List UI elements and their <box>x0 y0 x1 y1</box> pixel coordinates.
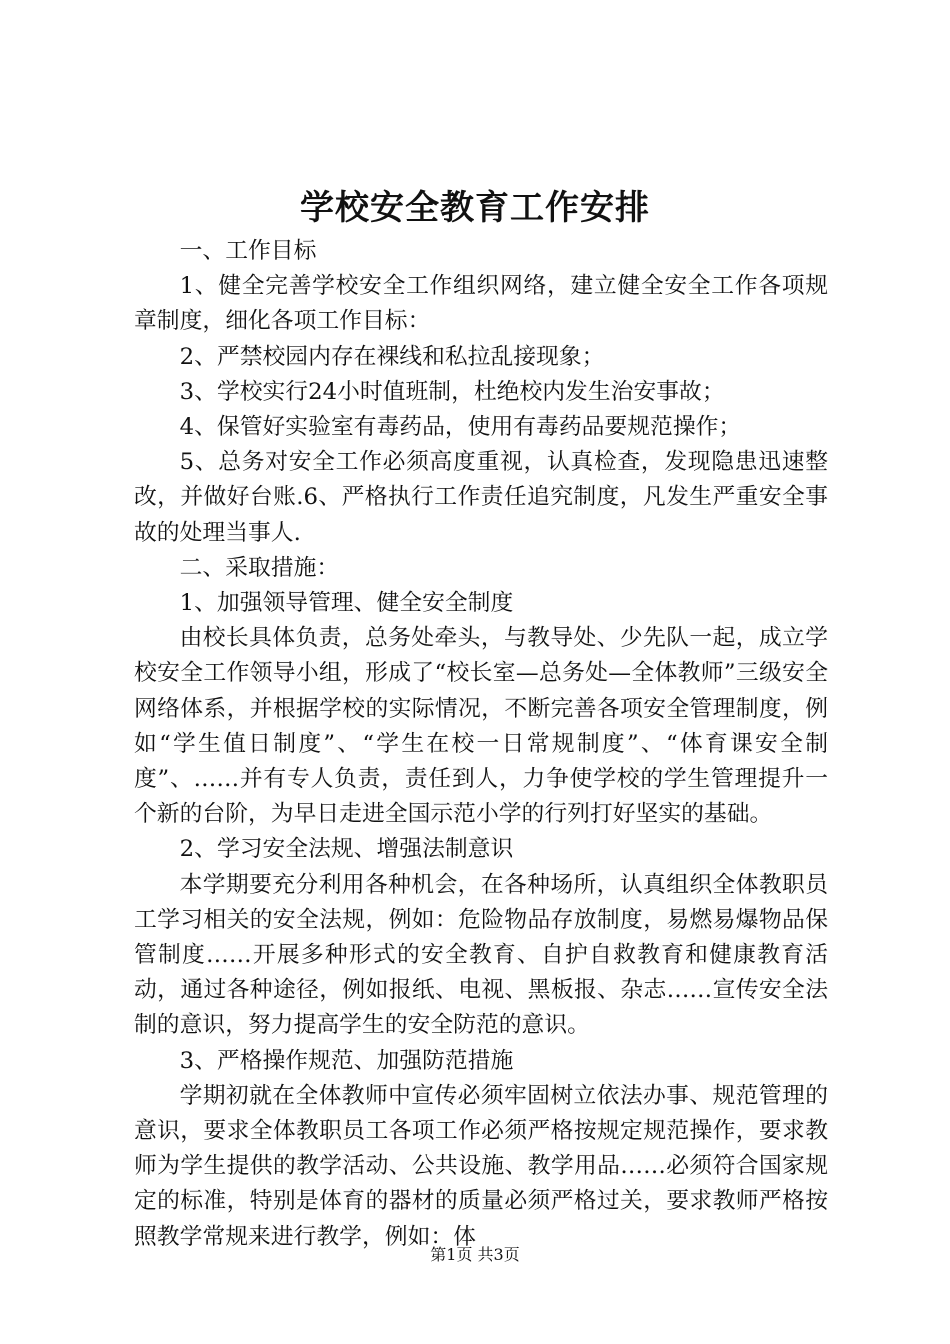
paragraph: 由校长具体负责，总务处牵头，与教导处、少先队一起，成立学校安全工作领导小组，形成了“校长室—总务处—全体教师”三级安全网络体系，并根据学校的实际情况，不断完善各项安全管理制度，例如“学生值日制度”、“学生在校一日常规制度”、“体育课安全制度”、……并有专人负责，责任到人，力争使学校的学生管理提升一个新的台阶，为早日走进全国示范小学的行列打好坚实的基础。 <box>134 625 828 828</box>
subsection-heading: 3、严格操作规范、加强防范措施 <box>179 1047 514 1074</box>
section-heading: 一、工作目标 <box>179 238 317 264</box>
document-title: 学校安全教育工作安排 <box>300 188 650 228</box>
page-footer: 第1页 共3页 <box>430 1245 520 1264</box>
paragraph: 4、保管好实验室有毒药品，使用有毒药品要规范操作； <box>179 414 742 441</box>
subsection-heading: 2、学习安全法规、增强法制意识 <box>179 836 514 863</box>
paragraph: 1、健全完善学校安全工作组织网络，建立健全安全工作各项规章制度，细化各项工作目标： <box>134 273 828 335</box>
paragraph: 3、学校实行24小时值班制，杜绝校内发生治安事故； <box>179 378 725 405</box>
paragraph: 本学期要充分利用各种机会，在各种场所，认真组织全体教职员工学习相关的安全法规，例如：危险物品存放制度，易燃易爆物品保管制度……开展多种形式的安全教育、自护自救教育和健康教育活动，通过各种途径，例如报纸、电视、黑板报、杂志……宣传安全法制的意识，努力提高学生的安全防范的意识。 <box>134 871 828 1039</box>
paragraph: 5、总务对安全工作必须高度重视，认真检查，发现隐患迅速整改，并做好台账.6、严格执行工作责任追究制度，凡发生严重安全事故的处理当事人. <box>134 449 828 546</box>
paragraph: 2、严禁校园内存在裸线和私拉乱接现象； <box>179 343 605 370</box>
section-heading: 二、采取措施： <box>179 554 340 581</box>
paragraph: 学期初就在全体教师中宣传必须牢固树立依法办事、规范管理的意识，要求全体教职员工各项工作必须严格按规定规范操作，要求教师为学生提供的教学活动、公共设施、教学用品……必须符合国家规定的标准，特别是体育的器材的质量必须严格过关，要求教师严格按照教学常规来进行教学，例如：体 <box>134 1082 828 1250</box>
document-body <box>134 234 828 1255</box>
subsection-heading: 1、加强领导管理、健全安全制度 <box>179 590 514 617</box>
